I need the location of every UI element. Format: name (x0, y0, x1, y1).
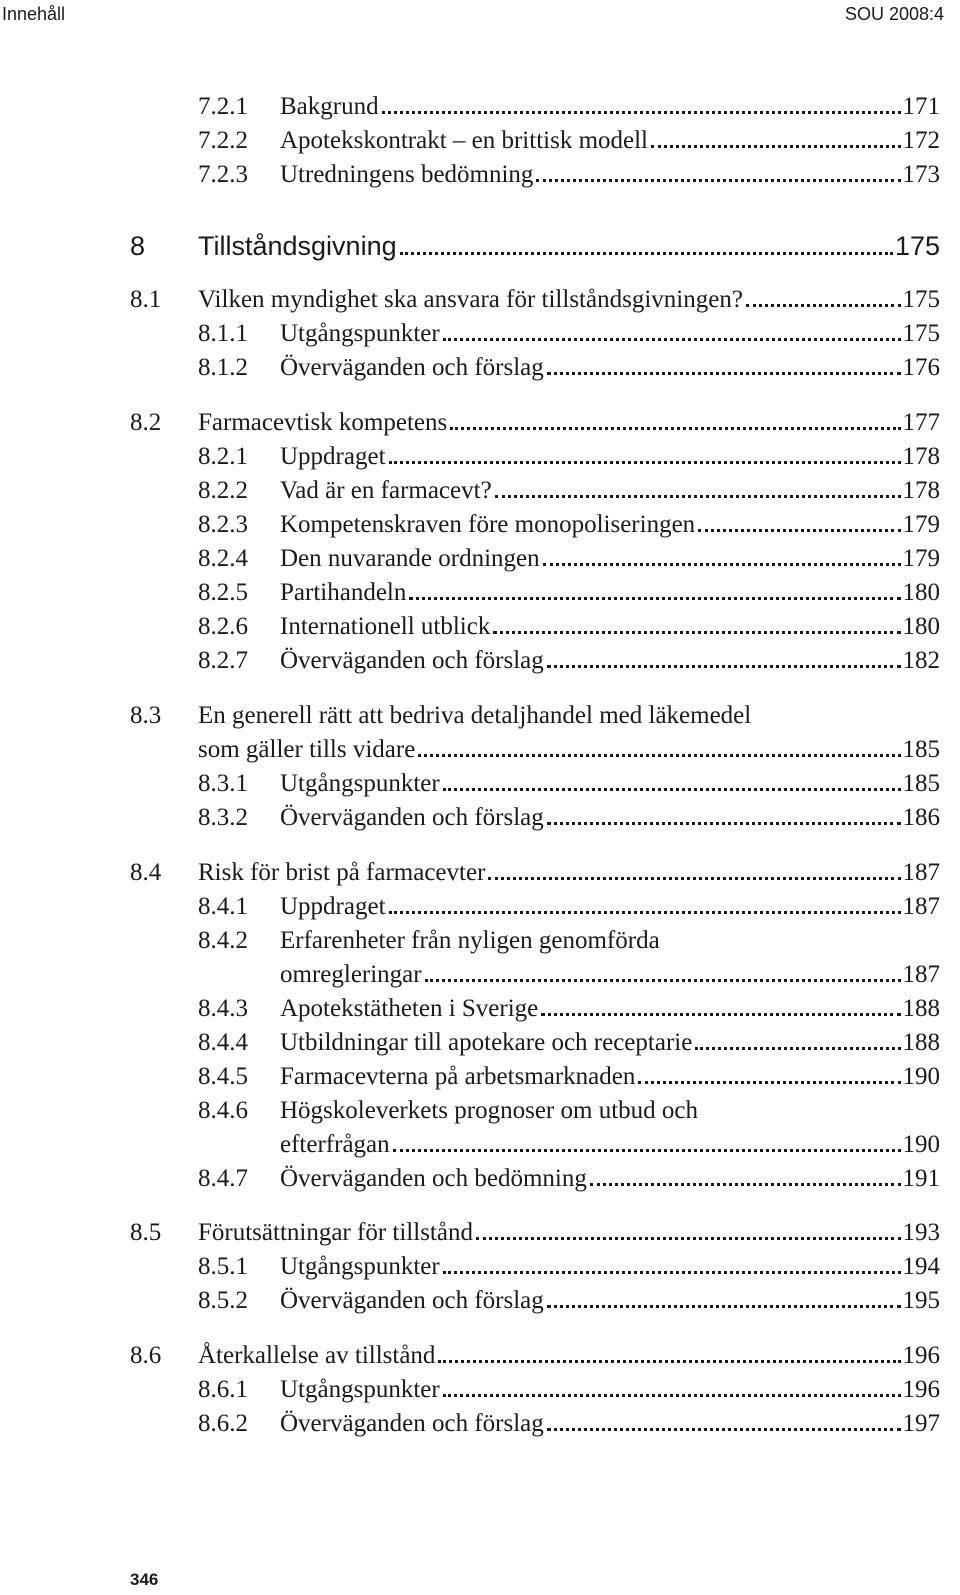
toc-number: 8.5.2 (198, 1287, 248, 1314)
toc-entry-8-1-1[interactable] (130, 317, 940, 351)
dot-leader (488, 877, 900, 880)
toc-number: 8.2.2 (198, 477, 248, 504)
toc-entry-8-5-1[interactable] (130, 1250, 940, 1284)
dot-leader (393, 1149, 901, 1152)
toc-number: 8.5 (130, 1219, 162, 1246)
toc-page: 188 (902, 1029, 940, 1056)
toc-number: 8.4.2 (198, 927, 248, 954)
dot-leader (425, 979, 901, 982)
dot-leader (450, 427, 900, 430)
toc-entry-7-2-3[interactable] (130, 158, 940, 192)
toc-entry-8-4[interactable] (130, 856, 940, 890)
toc-page: 187 (902, 961, 940, 988)
toc-number: 7.2.1 (198, 93, 248, 120)
toc-entry-8-2-7[interactable] (130, 644, 940, 678)
toc-number: 8.1.2 (198, 354, 248, 381)
dot-leader (746, 304, 901, 307)
toc-title: omregleringar (280, 961, 422, 988)
toc-entry-8-5[interactable] (130, 1216, 940, 1250)
toc-number: 8.2 (130, 409, 162, 436)
toc-entry-8-3-1[interactable] (130, 767, 940, 801)
dot-leader (389, 461, 901, 464)
toc-number: 8.6 (130, 1342, 162, 1369)
dot-leader (547, 822, 901, 825)
toc-page: 175 (902, 286, 940, 313)
toc-number: 8.4.6 (198, 1097, 248, 1124)
dot-leader (543, 563, 901, 566)
toc-title: Överväganden och förslag (280, 647, 544, 674)
toc-entry-8-4-1[interactable] (130, 890, 940, 924)
toc-entry-8-2-3[interactable] (130, 508, 940, 542)
dot-leader (443, 1394, 901, 1397)
toc-page: 180 (902, 613, 940, 640)
toc-title: Den nuvarande ordningen (280, 545, 540, 572)
toc-entry-8-2-1[interactable] (130, 440, 940, 474)
dot-leader (536, 179, 900, 182)
toc-page: 171 (902, 93, 940, 120)
toc-number: 8.3.1 (198, 770, 248, 797)
toc-title: Kompetenskraven före monopoliseringen (280, 511, 696, 538)
toc-page: 179 (902, 511, 940, 538)
toc-title: Farmacevtisk kompetens (198, 409, 448, 436)
toc-number: 8.1 (130, 286, 162, 313)
toc-number: 8.4.4 (198, 1029, 248, 1056)
toc-number: 8.2.1 (198, 443, 248, 470)
dot-leader (438, 1360, 900, 1363)
toc-title: Bakgrund (280, 93, 379, 120)
toc-number: 8.4.5 (198, 1063, 248, 1090)
page-number: 346 (130, 1570, 159, 1589)
toc-entry-8-4-3[interactable] (130, 992, 940, 1026)
toc-page: 175 (902, 320, 940, 347)
toc-number: 8.6.2 (198, 1410, 248, 1437)
toc-number: 8.6.1 (198, 1376, 248, 1403)
toc-title: Förutsättningar för tillstånd (198, 1219, 473, 1246)
dot-leader (409, 597, 900, 600)
toc-entry-8-4-7[interactable] (130, 1162, 940, 1196)
toc-number: 8.2.3 (198, 511, 248, 538)
toc-page: 194 (902, 1253, 940, 1280)
dot-leader (493, 631, 900, 634)
dot-leader (400, 252, 893, 255)
toc-number: 8.3.2 (198, 804, 248, 831)
toc-title: Tillståndsgivning (198, 231, 397, 261)
toc-entry-8-2-4[interactable] (130, 542, 940, 576)
toc-page: 195 (902, 1287, 940, 1314)
toc-page: 196 (902, 1342, 940, 1369)
toc-title: Apotekstätheten i Sverige (280, 995, 539, 1022)
toc-title: Utgångspunkter (280, 1253, 440, 1280)
toc-entry-7-2-2[interactable] (130, 124, 940, 158)
toc-number: 8.4.3 (198, 995, 248, 1022)
toc-entry-8-2[interactable] (130, 406, 940, 440)
toc-entry-8-2-6[interactable] (130, 610, 940, 644)
toc-number: 8.2.6 (198, 613, 248, 640)
toc-page: 178 (902, 477, 940, 504)
toc-title: Apotekskontrakt – en brittisk modell (280, 127, 649, 154)
toc-number: 8.4.7 (198, 1165, 248, 1192)
toc-title: Vilken myndighet ska ansvara för tillståndsgivningen? (198, 286, 743, 313)
header-section-title: Innehåll (2, 4, 66, 24)
toc-title-first-line: Erfarenheter från nyligen genomförda (280, 927, 660, 954)
toc-entry-8-1-2[interactable] (130, 351, 940, 385)
dot-leader (547, 665, 901, 668)
dot-leader (443, 338, 901, 341)
toc-page: 187 (902, 893, 940, 920)
toc-title: Utredningens bedömning (280, 161, 534, 188)
toc-number: 8.2.4 (198, 545, 248, 572)
toc-entry-7-2-1[interactable] (130, 90, 940, 124)
toc-entry-8-3-2[interactable] (130, 801, 940, 835)
toc-title-first-line: Högskoleverkets prognoser om utbud och (280, 1097, 698, 1124)
toc-page: 191 (902, 1165, 940, 1192)
toc-title: Överväganden och förslag (280, 804, 544, 831)
toc-title: Internationell utblick (280, 613, 491, 640)
toc-number: 8.5.1 (198, 1253, 248, 1280)
toc-entry-8-6[interactable] (130, 1339, 940, 1373)
dot-leader (547, 1428, 901, 1431)
toc-page: 196 (902, 1376, 940, 1403)
toc-number: 8.3 (130, 702, 162, 729)
toc-title: Utgångspunkter (280, 1376, 440, 1403)
toc-page: 187 (902, 859, 940, 886)
toc-title: Överväganden och förslag (280, 354, 544, 381)
toc-number: 8 (130, 231, 146, 261)
toc-entry-8-2-2[interactable] (130, 474, 940, 508)
toc-page: 186 (902, 804, 940, 831)
toc-page: 178 (902, 443, 940, 470)
dot-leader (541, 1013, 900, 1016)
toc-page: 193 (902, 1219, 940, 1246)
dot-leader (638, 1081, 900, 1084)
toc-entry-8-4-5[interactable] (130, 1060, 940, 1094)
toc-number: 7.2.2 (198, 127, 248, 154)
dot-leader (547, 372, 901, 375)
toc-page: 176 (902, 354, 940, 381)
toc-number: 8.2.5 (198, 579, 248, 606)
toc-page: 197 (902, 1410, 940, 1437)
toc-title: Uppdraget (280, 443, 386, 470)
toc-page: 185 (902, 736, 940, 763)
toc-page: 180 (902, 579, 940, 606)
toc-title: Risk för brist på farmacevter (198, 859, 486, 886)
toc-page: 179 (902, 545, 940, 572)
toc-entry-8-2-5[interactable] (130, 576, 940, 610)
toc-title: efterfrågan (280, 1131, 390, 1158)
toc-page: 190 (902, 1063, 940, 1090)
toc-page: 172 (902, 127, 940, 154)
toc-title-first-line: En generell rätt att bedriva detaljhandel med läkemedel (198, 702, 752, 729)
toc-page: 175 (894, 231, 940, 261)
toc-page: 177 (902, 409, 940, 436)
toc-title: som gäller tills vidare (198, 736, 416, 763)
toc-title: Utgångspunkter (280, 320, 440, 347)
toc-title: Överväganden och förslag (280, 1410, 544, 1437)
toc-title: Farmacevterna på arbetsmarknaden (280, 1063, 636, 1090)
toc-title: Partihandeln (280, 579, 407, 606)
toc-title: Vad är en farmacevt? (280, 477, 492, 504)
toc-entry-8-6-1[interactable] (130, 1373, 940, 1407)
toc-title: Överväganden och förslag (280, 1287, 544, 1314)
dot-leader (698, 529, 900, 532)
dot-leader (695, 1047, 900, 1050)
dot-leader (443, 1271, 901, 1274)
toc-entry-chapter-8[interactable] (130, 229, 940, 263)
toc-page: 173 (902, 161, 940, 188)
toc-number: 8.2.7 (198, 647, 248, 674)
dot-leader (382, 111, 901, 114)
toc-title: Utgångspunkter (280, 770, 440, 797)
dot-leader (418, 754, 900, 757)
header-document-id: SOU 2008:4 (844, 4, 944, 24)
toc-title: Utbildningar till apotekare och receptarie (280, 1029, 693, 1056)
dot-leader (389, 911, 901, 914)
toc-entry-8-6-2[interactable] (130, 1407, 940, 1441)
dot-leader (443, 788, 901, 791)
dot-leader (651, 145, 900, 148)
toc-title: Överväganden och bedömning (280, 1165, 587, 1192)
toc-title: Uppdraget (280, 893, 386, 920)
dot-leader (495, 495, 901, 498)
toc-number: 8.1.1 (198, 320, 248, 347)
toc-title: Återkallelse av tillstånd (198, 1342, 436, 1369)
toc-number: 8.4.1 (198, 893, 248, 920)
toc-page: 182 (902, 647, 940, 674)
dot-leader (476, 1237, 901, 1240)
toc-page: 188 (902, 995, 940, 1022)
toc-page: 185 (902, 770, 940, 797)
toc-number: 7.2.3 (198, 161, 248, 188)
toc-entry-8-4-4[interactable] (130, 1026, 940, 1060)
toc-page: 190 (902, 1131, 940, 1158)
dot-leader (590, 1183, 901, 1186)
toc-entry-8-5-2[interactable] (130, 1284, 940, 1318)
toc-entry-8-1[interactable] (130, 283, 940, 317)
dot-leader (547, 1305, 901, 1308)
toc-number: 8.4 (130, 859, 162, 886)
